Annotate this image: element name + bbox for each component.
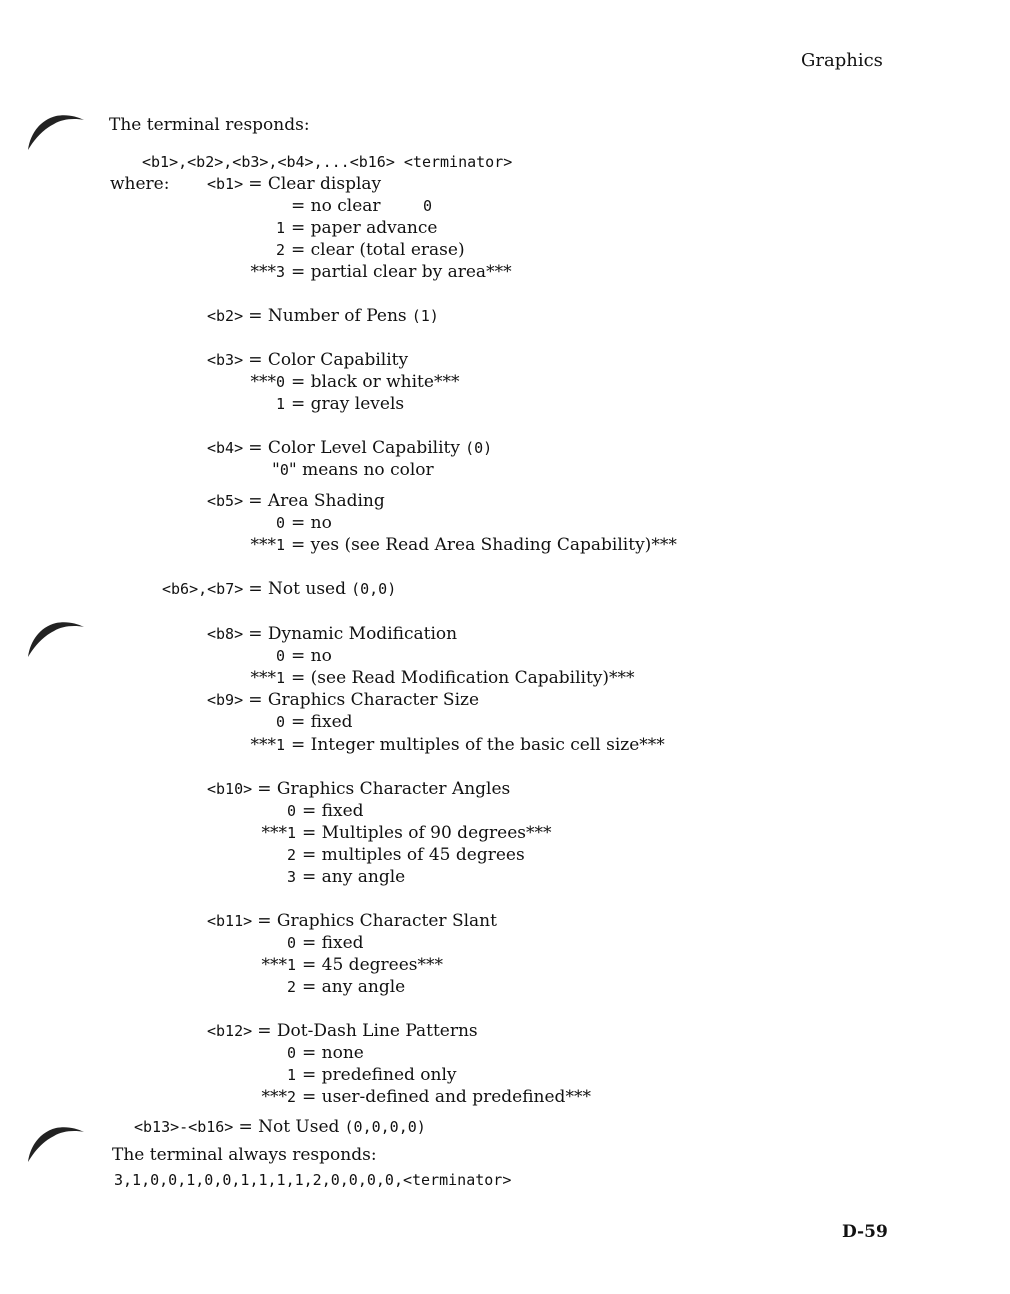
response-format: <b1>,<b2>,<b3>,<b4>,...<b16> <terminator>: [142, 153, 513, 171]
field-desc: = Number of Pens: [248, 306, 407, 326]
option-value: 0: [275, 514, 285, 532]
option-label: = Integer multiples of the basic cell size: [291, 735, 640, 755]
emphasis-marker: ***: [250, 262, 276, 282]
field-note: [272, 460, 434, 480]
field-b1: [207, 174, 381, 194]
quote-mark: ": [272, 460, 280, 480]
field-tag: <b4>: [207, 439, 244, 457]
option-text: = no: [291, 513, 332, 533]
option-value: 2: [286, 1088, 296, 1106]
emphasis-marker: ***: [261, 823, 287, 843]
option-row: [276, 646, 285, 665]
option-row: [287, 1065, 296, 1084]
fixed-response: 3,1,0,0,1,0,0,1,1,1,1,2,0,0,0,0,<terminator>: [114, 1171, 512, 1189]
where-label: where:: [110, 174, 170, 194]
emphasis-marker: ***: [651, 535, 677, 555]
always-responds-text: The terminal always responds:: [112, 1145, 377, 1165]
option-value: 1: [275, 395, 285, 413]
emphasis-marker: ***: [565, 1087, 591, 1107]
field-desc: = Graphics Character Angles: [257, 779, 511, 799]
option-value: 1: [275, 669, 285, 687]
option-text: [291, 262, 512, 282]
field-tag: <b12>: [207, 1022, 253, 1040]
option-row: [276, 712, 285, 731]
field-desc: = Graphics Character Size: [248, 690, 480, 710]
emphasis-marker: ***: [250, 668, 276, 688]
field-desc: = Color Level Capability: [248, 438, 460, 458]
option-text: = none: [302, 1043, 364, 1063]
field-desc: = Dot-Dash Line Patterns: [257, 1021, 478, 1041]
option-text: = fixed: [302, 801, 364, 821]
running-header: Graphics: [801, 50, 883, 71]
option-text: [291, 735, 665, 755]
option-row: [261, 823, 296, 843]
field-tag: <b5>: [207, 492, 244, 510]
option-value: 1: [275, 536, 285, 554]
emphasis-marker: ***: [261, 955, 287, 975]
emphasis-marker: ***: [417, 955, 443, 975]
option-row: [261, 955, 296, 975]
option-label: = (see Read Modification Capability): [291, 668, 610, 688]
option-text: [302, 1087, 591, 1107]
option-value: 1: [286, 956, 296, 974]
option-text: = any angle: [302, 977, 406, 997]
option-value: 0: [422, 197, 432, 215]
field-tag: <b2>: [207, 307, 244, 325]
option-value: 0: [286, 802, 296, 820]
emphasis-marker: ***: [433, 372, 460, 392]
option-value: 3: [286, 868, 296, 886]
option-text: = fixed: [302, 933, 364, 953]
option-row: [250, 735, 285, 755]
option-value: 2: [286, 846, 296, 864]
field-b2: [207, 306, 439, 326]
emphasis-marker: ***: [261, 1087, 287, 1107]
option-row: [276, 394, 285, 413]
field-tag: <b11>: [207, 912, 253, 930]
field-value: (0,0): [351, 580, 397, 598]
field-desc: = Area Shading: [248, 491, 385, 511]
emphasis-marker: ***: [250, 535, 276, 555]
field-desc: = Color Capability: [248, 350, 409, 370]
option-label: = user-defined and predefined: [302, 1087, 566, 1107]
option-row: [276, 513, 285, 532]
option-row: [423, 196, 432, 216]
option-row: [250, 372, 285, 392]
emphasis-marker: ***: [486, 262, 512, 282]
emphasis-marker: ***: [639, 735, 665, 755]
option-label: = partial clear by area: [291, 262, 487, 282]
option-row: [287, 845, 296, 864]
emphasis-marker: ***: [250, 372, 276, 392]
field-tag: <b10>: [207, 780, 253, 798]
field-tag: <b9>: [207, 691, 244, 709]
option-text: = predefined only: [302, 1065, 457, 1085]
option-row: [287, 1043, 296, 1062]
field-b12: [207, 1021, 478, 1041]
option-value: 0: [279, 461, 289, 479]
option-text: [291, 535, 677, 555]
option-value: 0: [275, 713, 285, 731]
field-b3: [207, 350, 408, 370]
field-tag: <b1>: [207, 175, 244, 193]
option-value: 1: [275, 219, 285, 237]
option-row: [287, 801, 296, 820]
field-b5: [207, 491, 385, 511]
field-b10: [207, 779, 510, 799]
option-label: = black or white: [291, 372, 434, 392]
option-text: = fixed: [291, 712, 353, 732]
option-value: 1: [275, 736, 285, 754]
option-value: 0: [275, 373, 285, 391]
field-desc: = Clear display: [248, 174, 382, 194]
field-b13-b16: [134, 1117, 426, 1137]
field-b6-b7: [162, 579, 396, 599]
field-b9: [207, 690, 479, 710]
option-row: [287, 867, 296, 886]
option-row: [276, 240, 285, 259]
binder-hole-mark-icon: [26, 1120, 86, 1166]
option-value: 1: [286, 824, 296, 842]
option-label: = Multiples of 90 degrees: [302, 823, 526, 843]
field-b11: [207, 911, 497, 931]
field-tag: <b6>,<b7>: [162, 580, 244, 598]
field-desc: = Dynamic Modification: [248, 624, 458, 644]
emphasis-marker: ***: [525, 823, 552, 843]
option-text: [291, 372, 459, 392]
emphasis-marker: ***: [250, 735, 276, 755]
option-row: [250, 262, 285, 282]
option-value: 1: [286, 1066, 296, 1084]
option-row: [276, 218, 285, 237]
page-number: D-59: [842, 1222, 888, 1242]
emphasis-marker: ***: [609, 668, 635, 688]
option-row: [261, 1087, 296, 1107]
field-value: (0): [465, 439, 493, 457]
field-tag: <b8>: [207, 625, 244, 643]
field-value: (1): [411, 307, 439, 325]
option-text: [302, 955, 443, 975]
option-value: 0: [286, 934, 296, 952]
field-b4: [207, 438, 492, 458]
field-value: (0,0,0,0): [344, 1118, 426, 1136]
option-value: 0: [286, 1044, 296, 1062]
option-row: [287, 977, 296, 996]
option-value: 2: [286, 978, 296, 996]
option-text: = multiples of 45 degrees: [302, 845, 525, 865]
option-value: 3: [275, 263, 285, 281]
option-label: = yes (see Read Area Shading Capability): [291, 535, 652, 555]
option-text: = any angle: [302, 867, 406, 887]
field-tag: <b3>: [207, 351, 244, 369]
option-text: = paper advance: [291, 218, 438, 238]
option-value: 2: [275, 241, 285, 259]
option-text: [302, 823, 551, 843]
binder-hole-mark-icon: [26, 108, 86, 154]
option-text: = gray levels: [291, 394, 405, 414]
option-label: = 45 degrees: [302, 955, 418, 975]
field-tag: <b13>-<b16>: [134, 1118, 234, 1136]
option-text: = no: [291, 646, 332, 666]
field-desc: = Graphics Character Slant: [257, 911, 497, 931]
option-row: [250, 535, 285, 555]
option-row: [250, 668, 285, 688]
option-text: [291, 668, 635, 688]
field-desc: = Not Used: [238, 1117, 340, 1137]
option-text: = no clear: [291, 196, 381, 216]
option-value: 0: [275, 647, 285, 665]
binder-hole-mark-icon: [26, 615, 86, 661]
option-text: = clear (total erase): [291, 240, 465, 260]
option-row: [287, 933, 296, 952]
field-b8: [207, 624, 457, 644]
intro-text: The terminal responds:: [109, 115, 310, 135]
field-desc: = Not used: [248, 579, 346, 599]
note-text: " means no color: [288, 460, 434, 480]
